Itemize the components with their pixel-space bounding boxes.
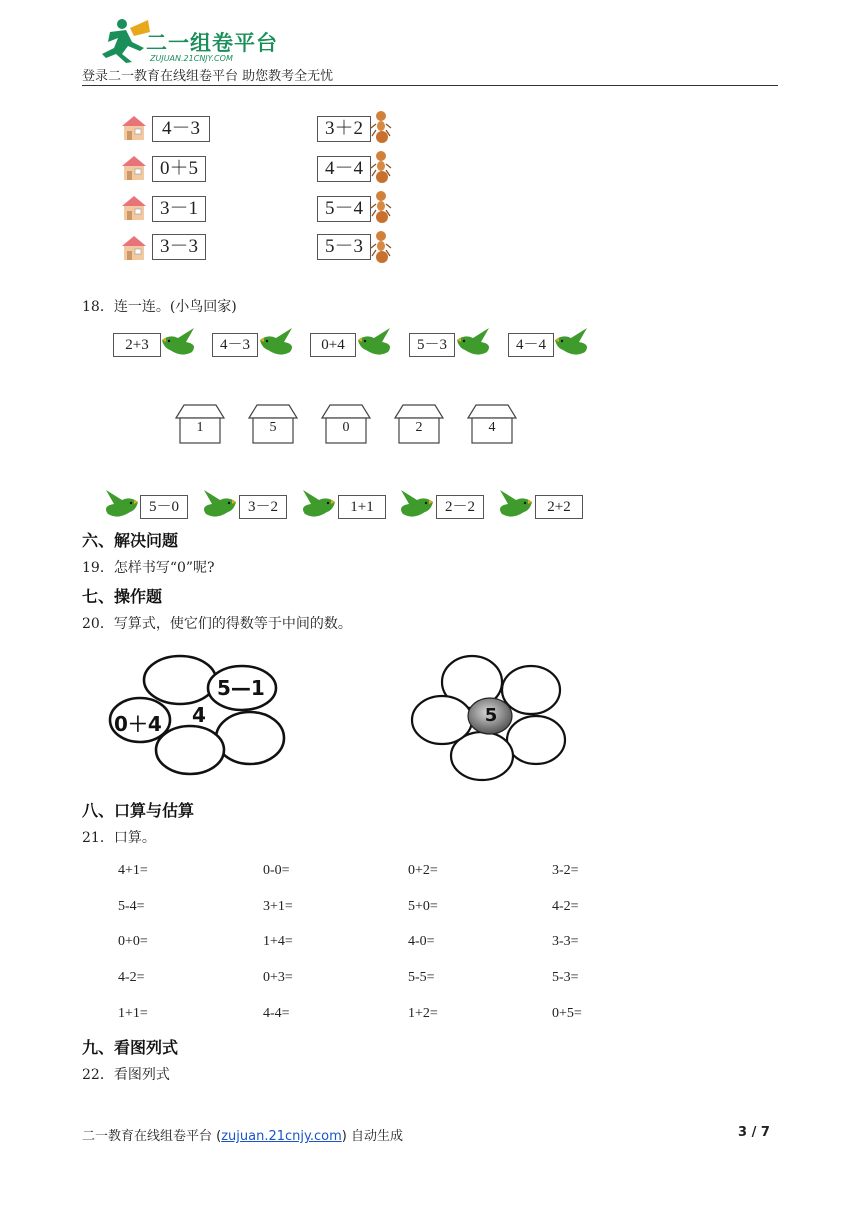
logo-text: 二一组卷平台 — [146, 31, 278, 55]
bird-expression-box: 2－2 — [436, 495, 484, 519]
bird-expression-box: 5－0 — [140, 495, 188, 519]
logo-subtext: ZUJUAN.21CNJY.COM — [150, 54, 233, 63]
calc-item: 0+0= — [118, 934, 148, 949]
bird-icon — [395, 488, 435, 522]
bird-icon — [258, 326, 298, 360]
bird-expression-box: 2+2 — [535, 495, 583, 519]
calc-item: 5-4= — [118, 899, 145, 914]
section-nine-heading: 九、看图列式 — [82, 1038, 179, 1057]
flower1-petal-text: 5—1 — [217, 676, 265, 700]
ant-expression-box: 5－3 — [317, 234, 371, 260]
ant-expression-box: 5－4 — [317, 196, 371, 222]
calc-item: 3-2= — [552, 863, 579, 878]
house-number: 0 — [342, 420, 350, 435]
calc-item: 3-3= — [552, 934, 579, 949]
bird-icon — [455, 326, 495, 360]
calc-item: 4-2= — [118, 970, 145, 985]
section-eight-heading: 八、口算与估算 — [82, 801, 195, 820]
ant-icon — [370, 110, 392, 144]
calc-item: 4-2= — [552, 899, 579, 914]
section-six-heading: 六、解决问题 — [82, 531, 179, 550]
calc-item: 4-4= — [263, 1006, 290, 1021]
bird-expression-box: 0+4 — [310, 333, 356, 357]
house-expression-box: 3－1 — [152, 196, 206, 222]
q17-figure — [112, 102, 417, 274]
ant-expression-box: 4－4 — [317, 156, 371, 182]
bird-icon — [198, 488, 238, 522]
flower1-center-number: 4 — [192, 703, 206, 727]
house-expression-box: 0＋5 — [152, 156, 206, 182]
house-icon — [120, 154, 148, 182]
footer-suffix: ) 自动生成 — [341, 1129, 403, 1144]
ant-icon — [370, 150, 392, 184]
calc-item: 5-5= — [408, 970, 435, 985]
bird-icon — [553, 326, 593, 360]
calc-item: 3+1= — [263, 899, 293, 914]
calc-item: 0+3= — [263, 970, 293, 985]
q22-stem: 22．看图列式 — [82, 1067, 170, 1083]
q19-stem: 19．怎样书写“0”呢? — [82, 560, 215, 576]
house-number: 4 — [488, 420, 496, 435]
bird-expression-box: 1+1 — [338, 495, 386, 519]
ant-icon — [370, 190, 392, 224]
house-icon — [120, 114, 148, 142]
calc-item: 5-3= — [552, 970, 579, 985]
bird-expression-box: 4－4 — [508, 333, 554, 357]
bird-icon — [160, 326, 200, 360]
q21-stem: 21．口算。 — [82, 830, 156, 846]
bird-expression-box: 4－3 — [212, 333, 258, 357]
calc-item: 1+1= — [118, 1006, 148, 1021]
footer-prefix: 二一教育在线组卷平台 ( — [82, 1129, 222, 1144]
bird-expression-box: 2+3 — [113, 333, 161, 357]
calc-item: 0+2= — [408, 863, 438, 878]
bird-icon — [494, 488, 534, 522]
calc-item: 1+2= — [408, 1006, 438, 1021]
house-icon — [120, 234, 148, 262]
header-divider — [82, 85, 778, 86]
flower1-petal-text: 0＋4 — [114, 712, 162, 736]
ant-expression-box: 3＋2 — [317, 116, 371, 142]
footer-source — [82, 1125, 403, 1144]
calc-item: 4-0= — [408, 934, 435, 949]
house-number: 1 — [196, 420, 204, 435]
flower2-center-number: 5 — [484, 705, 498, 726]
page-number: 3 / 7 — [738, 1125, 770, 1140]
footer-link[interactable]: zujuan.21cnjy.com — [221, 1129, 342, 1144]
calc-item: 5+0= — [408, 899, 438, 914]
calc-item: 0+5= — [552, 1006, 582, 1021]
house-expression-box: 3－3 — [152, 234, 206, 260]
ant-icon — [370, 230, 392, 264]
calc-item: 4+1= — [118, 863, 148, 878]
q18-stem: 18．连一连。(小鸟回家) — [82, 299, 237, 315]
bird-expression-box: 3－2 — [239, 495, 287, 519]
bird-icon — [356, 326, 396, 360]
house-number: 5 — [269, 420, 277, 435]
bird-icon — [100, 488, 140, 522]
bird-expression-box: 5－3 — [409, 333, 455, 357]
section-seven-heading: 七、操作题 — [82, 587, 163, 606]
calc-item: 0-0= — [263, 863, 290, 878]
calc-item: 1+4= — [263, 934, 293, 949]
header-slogan: 登录二一教育在线组卷平台 助您教考全无忧 — [82, 69, 334, 84]
q20-stem: 20．写算式，使它们的得数等于中间的数。 — [82, 616, 352, 632]
house-icon — [120, 194, 148, 222]
house-expression-box: 4－3 — [152, 116, 210, 142]
bird-icon — [297, 488, 337, 522]
house-number: 2 — [415, 420, 423, 435]
